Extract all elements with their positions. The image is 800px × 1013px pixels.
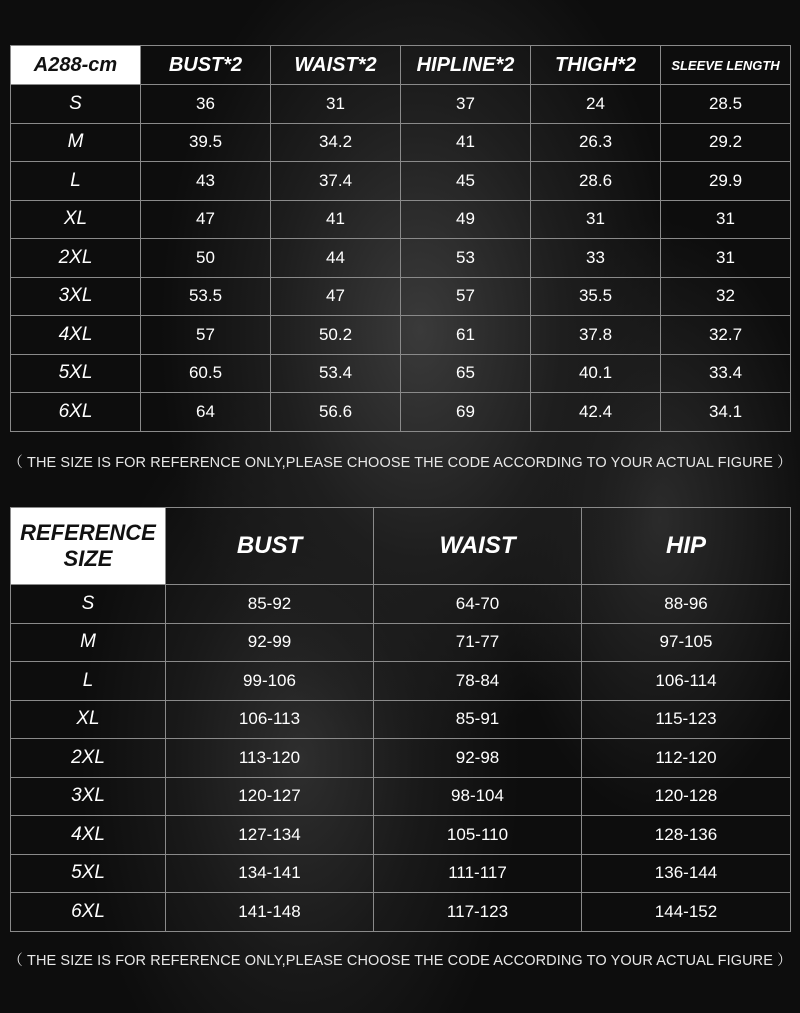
measurement-cell: 53.5 (141, 277, 271, 316)
table-row (11, 316, 791, 355)
measurement-cell: 120-128 (582, 777, 791, 816)
size-label-cell: 4XL (11, 316, 141, 355)
table-row (11, 623, 791, 662)
measurement-cell: 88-96 (582, 585, 791, 624)
size-label-cell: S (11, 85, 141, 124)
measurement-cell: 37.8 (531, 316, 661, 355)
measurement-cell: 61 (401, 316, 531, 355)
measurement-cell: 47 (271, 277, 401, 316)
measurement-cell: 113-120 (166, 739, 374, 778)
size-label-cell: XL (11, 700, 166, 739)
size-label-cell: 5XL (11, 854, 166, 893)
measurement-cell: 32.7 (661, 316, 791, 355)
size-label-cell: XL (11, 200, 141, 239)
measurement-cell: 41 (401, 123, 531, 162)
measurement-cell: 32 (661, 277, 791, 316)
hip-header: HIP (582, 508, 791, 585)
table-row (11, 816, 791, 855)
size-label-cell: 6XL (11, 393, 141, 432)
measurement-cell: 39.5 (141, 123, 271, 162)
measurement-cell: 53 (401, 239, 531, 278)
measurement-cell: 92-98 (374, 739, 582, 778)
measurement-cell: 33.4 (661, 354, 791, 393)
measurement-cell: 31 (661, 200, 791, 239)
measurement-cell: 99-106 (166, 662, 374, 701)
measurement-cell: 33 (531, 239, 661, 278)
table-row (11, 893, 791, 932)
measurement-cell: 115-123 (582, 700, 791, 739)
table-row (11, 162, 791, 201)
table-row (11, 739, 791, 778)
measurement-cell: 31 (661, 239, 791, 278)
measurement-cell: 37 (401, 85, 531, 124)
measurement-cell: 31 (531, 200, 661, 239)
reference-note: （ THE SIZE IS FOR REFERENCE ONLY,PLEASE CHOOSE THE CODE ACCORDING TO YOUR ACTUAL FIGURE ） (8, 953, 792, 969)
measurement-cell: 24 (531, 85, 661, 124)
measurement-cell: 47 (141, 200, 271, 239)
size-label-cell: 4XL (11, 816, 166, 855)
reference-note: （ THE SIZE IS FOR REFERENCE ONLY,PLEASE CHOOSE THE CODE ACCORDING TO YOUR ACTUAL FIGURE ） (8, 455, 792, 471)
measurement-cell: 78-84 (374, 662, 582, 701)
measurement-cell: 136-144 (582, 854, 791, 893)
measurement-cell: 45 (401, 162, 531, 201)
measurement-cell: 97-105 (582, 623, 791, 662)
measurement-cell: 71-77 (374, 623, 582, 662)
measurement-cell: 37.4 (271, 162, 401, 201)
measurement-cell: 85-91 (374, 700, 582, 739)
measurement-cell: 106-114 (582, 662, 791, 701)
measurement-cell: 134-141 (166, 854, 374, 893)
table-row (11, 123, 791, 162)
measurement-cell: 28.5 (661, 85, 791, 124)
measurement-cell: 105-110 (374, 816, 582, 855)
bust-header: BUST (166, 508, 374, 585)
size-label-cell: 2XL (11, 239, 141, 278)
measurement-cell: 57 (141, 316, 271, 355)
measurement-cell: 127-134 (166, 816, 374, 855)
bust-header: BUST*2 (141, 46, 271, 85)
size-label-cell: 3XL (11, 777, 166, 816)
measurement-cell: 34.1 (661, 393, 791, 432)
size-label-cell: S (11, 585, 166, 624)
sleeve-length-header: SLEEVE LENGTH (661, 46, 791, 85)
size-label-cell: L (11, 662, 166, 701)
table-row (11, 662, 791, 701)
measurement-cell: 57 (401, 277, 531, 316)
measurement-cell: 43 (141, 162, 271, 201)
measurement-cell: 26.3 (531, 123, 661, 162)
measurement-cell: 44 (271, 239, 401, 278)
size-label-cell: 3XL (11, 277, 141, 316)
reference-size-header: REFERENCE SIZE (11, 508, 166, 585)
measurement-cell: 112-120 (582, 739, 791, 778)
table-row (11, 854, 791, 893)
table-row (11, 777, 791, 816)
measurement-cell: 141-148 (166, 893, 374, 932)
waist-header: WAIST (374, 508, 582, 585)
table-row (11, 277, 791, 316)
measurement-cell: 98-104 (374, 777, 582, 816)
table-row (11, 200, 791, 239)
measurement-cell: 60.5 (141, 354, 271, 393)
measurement-cell: 42.4 (531, 393, 661, 432)
measurement-cell: 64 (141, 393, 271, 432)
measurement-cell: 36 (141, 85, 271, 124)
measurement-cell: 41 (271, 200, 401, 239)
size-label-cell: 5XL (11, 354, 141, 393)
measurement-cell: 69 (401, 393, 531, 432)
measurement-cell: 31 (271, 85, 401, 124)
measurement-cell: 85-92 (166, 585, 374, 624)
measurement-cell: 117-123 (374, 893, 582, 932)
size-label-cell: M (11, 623, 166, 662)
measurement-cell: 120-127 (166, 777, 374, 816)
measurement-cell: 106-113 (166, 700, 374, 739)
size-label-cell: M (11, 123, 141, 162)
reference-size-table (10, 507, 791, 932)
garment-size-table (10, 45, 791, 432)
table-row (11, 239, 791, 278)
model-code-header: A288-cm (11, 46, 141, 85)
measurement-cell: 64-70 (374, 585, 582, 624)
table-header-row (11, 508, 791, 585)
hipline-header: HIPLINE*2 (401, 46, 531, 85)
waist-header: WAIST*2 (271, 46, 401, 85)
measurement-cell: 111-117 (374, 854, 582, 893)
table-row (11, 585, 791, 624)
measurement-cell: 128-136 (582, 816, 791, 855)
measurement-cell: 40.1 (531, 354, 661, 393)
measurement-cell: 53.4 (271, 354, 401, 393)
thigh-header: THIGH*2 (531, 46, 661, 85)
measurement-cell: 35.5 (531, 277, 661, 316)
measurement-cell: 65 (401, 354, 531, 393)
measurement-cell: 49 (401, 200, 531, 239)
measurement-cell: 50.2 (271, 316, 401, 355)
measurement-cell: 50 (141, 239, 271, 278)
measurement-cell: 144-152 (582, 893, 791, 932)
measurement-cell: 29.2 (661, 123, 791, 162)
measurement-cell: 28.6 (531, 162, 661, 201)
size-label-cell: L (11, 162, 141, 201)
size-label-cell: 2XL (11, 739, 166, 778)
table-header-row (11, 46, 791, 85)
measurement-cell: 29.9 (661, 162, 791, 201)
table-row (11, 393, 791, 432)
measurement-cell: 92-99 (166, 623, 374, 662)
measurement-cell: 56.6 (271, 393, 401, 432)
measurement-cell: 34.2 (271, 123, 401, 162)
table-row (11, 85, 791, 124)
table-row (11, 700, 791, 739)
table-row (11, 354, 791, 393)
size-label-cell: 6XL (11, 893, 166, 932)
